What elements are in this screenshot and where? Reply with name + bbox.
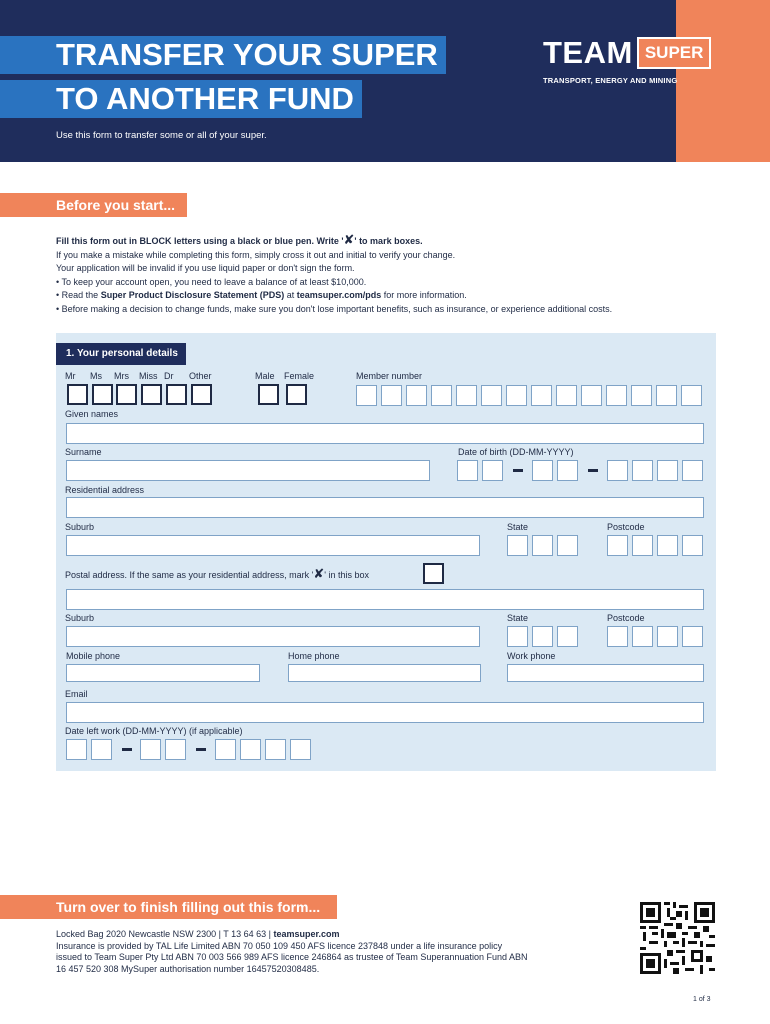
footer-text xyxy=(56,929,616,975)
surname-label: Surname xyxy=(65,447,102,457)
logo-team-text: TEAM xyxy=(543,35,633,70)
page-number: 1 of 3 xyxy=(693,996,711,1003)
dob-separator xyxy=(588,469,598,472)
header-accent xyxy=(676,0,770,162)
turn-over-heading: Turn over to finish filling out this form... xyxy=(0,895,337,919)
postal-state-cell[interactable] xyxy=(532,626,553,647)
title-label-ms: Ms xyxy=(90,371,102,381)
member-number-cell[interactable] xyxy=(381,385,402,406)
date-left-day-cell[interactable] xyxy=(91,739,112,760)
postal-suburb-label: Suburb xyxy=(65,613,95,623)
title-checkbox-miss[interactable] xyxy=(141,384,162,405)
team-super-logo xyxy=(543,36,711,70)
residential-address-label: Residential address xyxy=(65,485,145,495)
dob-day-cell[interactable] xyxy=(457,460,478,481)
date-left-year-cell[interactable] xyxy=(290,739,311,760)
pds-link[interactable]: teamsuper.com/pds xyxy=(296,290,382,300)
member-number-cell[interactable] xyxy=(506,385,527,406)
given-names-input[interactable] xyxy=(66,423,704,444)
mobile-phone-input[interactable] xyxy=(66,664,260,682)
title-label-miss: Miss xyxy=(139,371,158,381)
state-cell[interactable] xyxy=(507,535,528,556)
section-title: 1. Your personal details xyxy=(56,343,186,365)
footer-insurance-line-2: issued to Team Super Pty Ltd ABN 70 003 566 989 AFS licence 246864 as trustee of Team Superannuation Fund ABN xyxy=(56,952,528,962)
footer-insurance-line-3: 16 457 520 308 MySuper authorisation number 16457520308485. xyxy=(56,963,320,974)
member-number-label: Member number xyxy=(356,371,423,381)
member-number-cell[interactable] xyxy=(656,385,677,406)
instruction-line-1: Fill this form out in BLOCK letters using a black or blue pen. Write '✘' to mark boxes. xyxy=(56,232,423,247)
date-left-work-label: Date left work (DD-MM-YYYY) (if applicable) xyxy=(65,726,243,736)
member-number-cell[interactable] xyxy=(606,385,627,406)
postal-suburb-input[interactable] xyxy=(66,626,480,647)
dob-month-cell[interactable] xyxy=(557,460,578,481)
date-left-separator xyxy=(196,748,206,751)
date-left-month-cell[interactable] xyxy=(140,739,161,760)
before-you-start-heading: Before you start... xyxy=(0,193,187,217)
postal-postcode-cell[interactable] xyxy=(632,626,653,647)
suburb-input[interactable] xyxy=(66,535,480,556)
work-phone-input[interactable] xyxy=(507,664,704,682)
dob-month-cell[interactable] xyxy=(532,460,553,481)
date-left-day-cell[interactable] xyxy=(66,739,87,760)
member-number-cell[interactable] xyxy=(456,385,477,406)
member-number-cell[interactable] xyxy=(556,385,577,406)
home-phone-input[interactable] xyxy=(288,664,481,682)
postal-postcode-cell[interactable] xyxy=(657,626,678,647)
member-number-cell[interactable] xyxy=(681,385,702,406)
date-left-year-cell[interactable] xyxy=(265,739,286,760)
suburb-label: Suburb xyxy=(65,522,95,532)
dob-day-cell[interactable] xyxy=(482,460,503,481)
page-subtitle: Use this form to transfer some or all of your super. xyxy=(56,130,267,141)
member-number-cell[interactable] xyxy=(431,385,452,406)
x-mark-icon: ✘ xyxy=(313,566,325,581)
title-checkbox-mr[interactable] xyxy=(67,384,88,405)
dob-year-cell[interactable] xyxy=(682,460,703,481)
page-title-line-2: TO ANOTHER FUND xyxy=(0,80,362,118)
state-label: State xyxy=(507,522,529,532)
postal-postcode-cell[interactable] xyxy=(682,626,703,647)
email-input[interactable] xyxy=(66,702,704,723)
postal-state-cell[interactable] xyxy=(507,626,528,647)
member-number-cell[interactable] xyxy=(481,385,502,406)
instructions xyxy=(56,232,716,316)
member-number-cell[interactable] xyxy=(356,385,377,406)
postal-same-checkbox[interactable] xyxy=(423,563,444,584)
email-label: Email xyxy=(65,689,88,699)
date-left-month-cell[interactable] xyxy=(165,739,186,760)
female-checkbox[interactable] xyxy=(286,384,307,405)
work-phone-label: Work phone xyxy=(507,651,556,661)
dob-label: Date of birth (DD-MM-YYYY) xyxy=(458,447,574,457)
postal-state-label: State xyxy=(507,613,529,623)
postcode-cell[interactable] xyxy=(682,535,703,556)
postal-address-label: Postal address. If the same as your residential address, mark '✘' in this box xyxy=(65,566,369,581)
title-checkbox-other[interactable] xyxy=(191,384,212,405)
postcode-cell[interactable] xyxy=(607,535,628,556)
instruction-line-3: Your application will be invalid if you use liquid paper or don't sign the form. xyxy=(56,263,355,273)
logo-tagline: TRANSPORT, ENERGY AND MINING xyxy=(543,76,678,85)
title-checkbox-dr[interactable] xyxy=(166,384,187,405)
mobile-phone-label: Mobile phone xyxy=(66,651,121,661)
male-label: Male xyxy=(255,371,275,381)
footer-insurance-line-1: Insurance is provided by TAL Life Limited ABN 70 050 109 450 AFS licence 237848 under a life insurance policy xyxy=(56,940,503,951)
page-title-line-1: TRANSFER YOUR SUPER xyxy=(0,36,446,74)
home-phone-label: Home phone xyxy=(288,651,340,661)
given-names-label: Given names xyxy=(65,409,119,419)
dob-year-cell[interactable] xyxy=(632,460,653,481)
title-label-other: Other xyxy=(189,371,212,381)
title-label-mr: Mr xyxy=(65,371,76,381)
title-label-mrs: Mrs xyxy=(114,371,129,381)
logo-super-badge: SUPER xyxy=(637,37,712,69)
title-checkbox-mrs[interactable] xyxy=(116,384,137,405)
member-number-cell[interactable] xyxy=(581,385,602,406)
x-mark-icon: ✘ xyxy=(343,232,355,247)
title-label-dr: Dr xyxy=(164,371,174,381)
member-number-cell[interactable] xyxy=(631,385,652,406)
dob-separator xyxy=(513,469,523,472)
date-left-separator xyxy=(122,748,132,751)
postal-state-cell[interactable] xyxy=(557,626,578,647)
instruction-bullet-1: • To keep your account open, you need to leave a balance of at least $10,000. xyxy=(56,276,367,287)
surname-input[interactable] xyxy=(66,460,430,481)
dob-year-cell[interactable] xyxy=(607,460,628,481)
postcode-cell[interactable] xyxy=(657,535,678,556)
date-left-year-cell[interactable] xyxy=(215,739,236,760)
postcode-cell[interactable] xyxy=(632,535,653,556)
member-number-cell[interactable] xyxy=(406,385,427,406)
qr-code xyxy=(640,902,715,974)
title-checkbox-ms[interactable] xyxy=(92,384,113,405)
postal-postcode-cell[interactable] xyxy=(607,626,628,647)
website-link[interactable]: teamsuper.com xyxy=(273,929,340,939)
residential-address-input[interactable] xyxy=(66,497,704,518)
footer-address: Locked Bag 2020 Newcastle NSW 2300 | T 13 64 63 | teamsuper.com xyxy=(56,929,340,939)
instruction-bullet-2: • Read the Super Product Disclosure Statement (PDS) at teamsuper.com/pds for more information. xyxy=(56,290,467,300)
member-number-cell[interactable] xyxy=(531,385,552,406)
female-label: Female xyxy=(284,371,315,381)
date-left-year-cell[interactable] xyxy=(240,739,261,760)
instruction-bullet-3: • Before making a decision to change funds, make sure you don't lose important benefits, such as insurance, or experience additional costs. xyxy=(56,303,613,314)
postal-address-input[interactable] xyxy=(66,589,704,610)
state-cell[interactable] xyxy=(532,535,553,556)
dob-year-cell[interactable] xyxy=(657,460,678,481)
male-checkbox[interactable] xyxy=(258,384,279,405)
instruction-line-2: If you make a mistake while completing this form, simply cross it out and initial to verify your change. xyxy=(56,249,456,260)
state-cell[interactable] xyxy=(557,535,578,556)
postal-postcode-label: Postcode xyxy=(607,613,645,623)
postcode-label: Postcode xyxy=(607,522,645,532)
